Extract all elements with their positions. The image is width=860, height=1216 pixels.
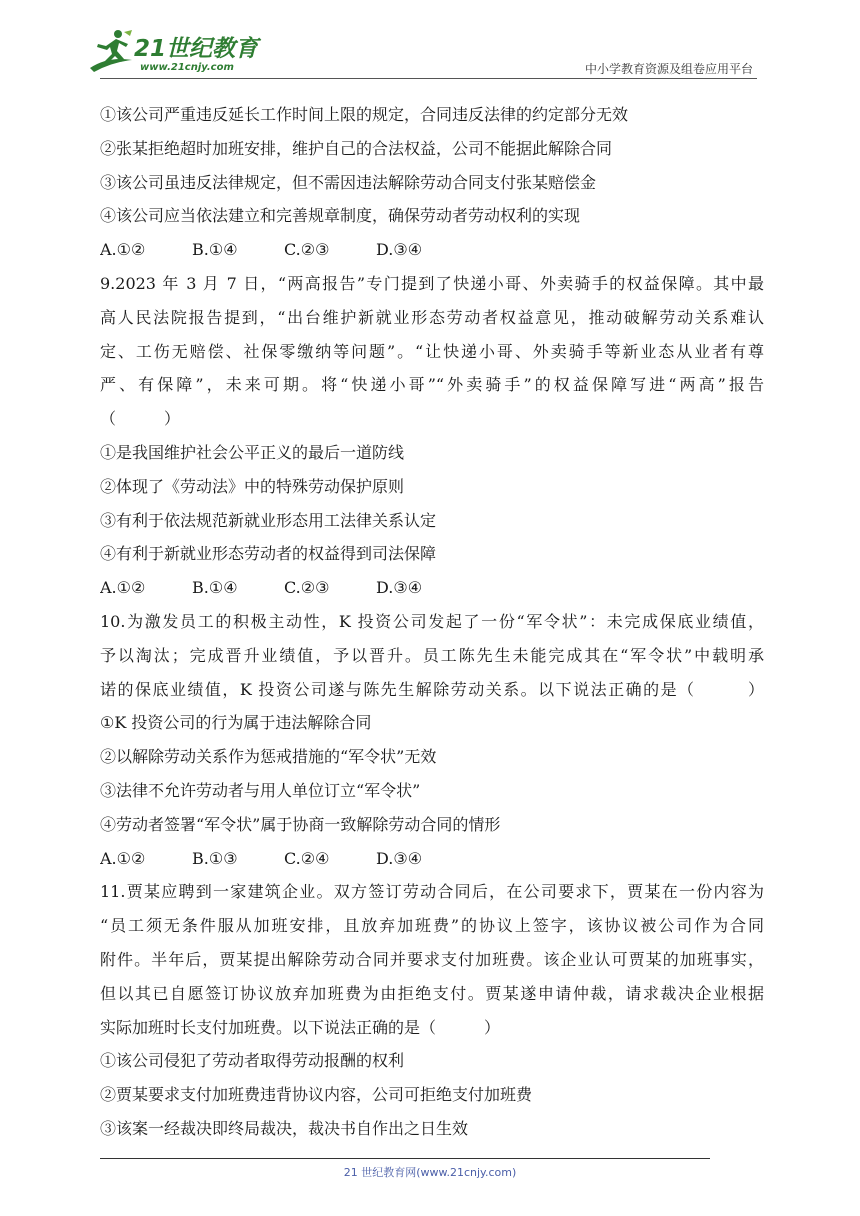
- option-line: ④劳动者签署“军令状”属于协商一致解除劳动合同的情形: [100, 814, 501, 834]
- question-10-stem: 诺的保底业绩值，K 投资公司遂与陈先生解除劳动关系。以下说法正确的是（ ）: [100, 679, 764, 699]
- logo-url: www.21cnjy.com: [140, 62, 234, 73]
- question-11-stem: 11.贾某应聘到一家建筑企业。双方签订劳动合同后，在公司要求下，贾某在一份内容为: [100, 882, 764, 902]
- answer-choices: [100, 233, 764, 267]
- choice-d: D.③④: [376, 240, 423, 260]
- choice-d: D.③④: [376, 578, 423, 598]
- logo: [88, 28, 268, 78]
- choice-a: A.①②: [100, 848, 146, 868]
- question-10-stem: 予以淘汰；完成晋升业绩值，予以晋升。员工陈先生未能完成其在“军令状”中载明承: [100, 645, 764, 665]
- page-footer: 21 世纪教育网(www.21cnjy.com): [343, 1166, 517, 1179]
- choice-c: C.②③: [284, 578, 330, 598]
- question-9-stem: 9.2023 年 3 月 7 日，“两高报告”专门提到了快递小哥、外卖骑手的权益保障。其中最: [100, 273, 764, 293]
- option-line: ②以解除劳动关系作为惩戒措施的“军令状”无效: [100, 747, 437, 767]
- option-line: ③该公司虽违反法律规定，但不需因违法解除劳动合同支付张某赔偿金: [100, 172, 597, 192]
- runner-logo-icon: [88, 28, 138, 76]
- option-line: ①该公司侵犯了劳动者取得劳动报酬的权利: [100, 1051, 405, 1071]
- choice-b: B.①④: [192, 240, 238, 260]
- choice-c: C.②④: [284, 848, 330, 868]
- page-header: [0, 0, 860, 85]
- option-line: ①是我国维护社会公平正义的最后一道防线: [100, 442, 405, 462]
- question-content: [100, 98, 764, 1146]
- header-divider: [100, 78, 757, 79]
- option-line: ②体现了《劳动法》中的特殊劳动保护原则: [100, 476, 405, 496]
- answer-blank: （ ）: [100, 409, 181, 429]
- question-9-stem: 严、有保障”，未来可期。将“快递小哥”“外卖骑手”的权益保障写进“两高”报告: [100, 375, 764, 395]
- answer-choices: [100, 842, 764, 876]
- choice-a: A.①②: [100, 240, 146, 260]
- option-line: ②张某拒绝超时加班安排，维护自己的合法权益，公司不能据此解除合同: [100, 138, 613, 158]
- option-line: ④有利于新就业形态劳动者的权益得到司法保障: [100, 544, 437, 564]
- question-11-stem: 实际加班时长支付加班费。以下说法正确的是（ ）: [100, 1017, 501, 1037]
- question-11-stem: 但以其已自愿签订协议放弃加班费为由拒绝支付。贾某遂申请仲裁，请求裁决企业根据: [100, 983, 764, 1003]
- choice-d: D.③④: [376, 848, 423, 868]
- logo-text: 21世纪教育: [134, 36, 259, 62]
- question-11-stem: “员工须无条件服从加班安排，且放弃加班费”的协议上签字，该协议被公司作为合同: [100, 916, 764, 936]
- option-line: ③法律不允许劳动者与用人单位订立“军令状”: [100, 780, 421, 800]
- option-line: ④该公司应当依法建立和完善规章制度，确保劳动者劳动权利的实现: [100, 206, 581, 226]
- question-11-stem: 附件。半年后，贾某提出解除劳动合同并要求支付加班费。该企业认可贾某的加班事实，: [100, 949, 764, 969]
- option-line: ①K 投资公司的行为属于违法解除合同: [100, 713, 372, 733]
- question-9-stem: 高人民法院报告提到，“出台维护新就业形态劳动者权益意见，推动破解劳动关系难认: [100, 307, 764, 327]
- option-line: ③有利于依法规范新就业形态用工法律关系认定: [100, 510, 437, 530]
- option-line: ①该公司严重违反延长工作时间上限的规定，合同违反法律的约定部分无效: [100, 105, 629, 124]
- choice-b: B.①③: [192, 848, 238, 868]
- footer-divider: [100, 1158, 710, 1159]
- choice-a: A.①②: [100, 578, 146, 598]
- platform-name: 中小学教育资源及组卷应用平台: [584, 62, 753, 76]
- answer-choices: [100, 571, 764, 605]
- question-10-stem: 10.为激发员工的积极主动性，K 投资公司发起了一份“军令状”：未完成保底业绩值，: [100, 611, 764, 631]
- choice-c: C.②③: [284, 240, 330, 260]
- option-line: ②贾某要求支付加班费违背协议内容，公司可拒绝支付加班费: [100, 1085, 533, 1105]
- choice-b: B.①④: [192, 578, 238, 598]
- option-line: ③该案一经裁决即终局裁决，裁决书自作出之日生效: [100, 1118, 469, 1138]
- question-9-stem: 定、工伤无赔偿、社保零缴纳等问题”。“让快递小哥、外卖骑手等新业态从业者有尊: [100, 341, 764, 361]
